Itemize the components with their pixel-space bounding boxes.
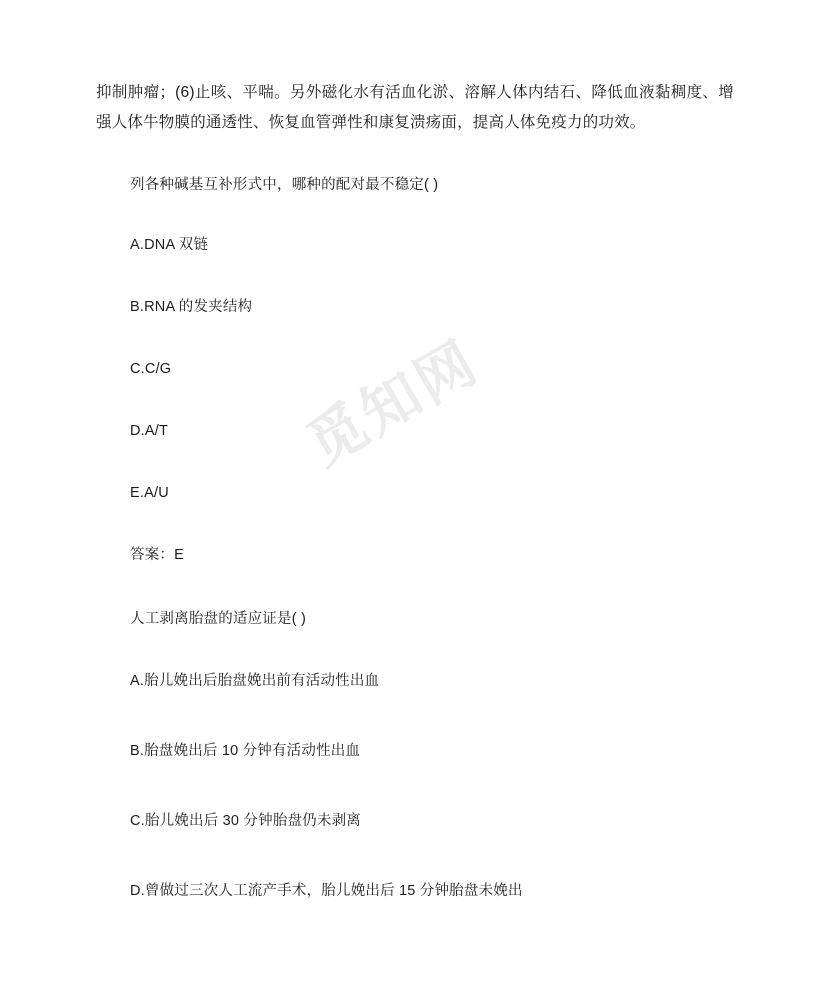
question-1-option-b: B.RNA 的发夹结构 bbox=[130, 299, 253, 315]
question-1-answer: 答案：E bbox=[130, 547, 184, 563]
watermark-text: 觅知网 bbox=[296, 328, 491, 478]
question-2-option-b: B.胎盘娩出后 10 分钟有活动性出血 bbox=[130, 743, 361, 759]
question-2-option-c: C.胎儿娩出后 30 分钟胎盘仍未剥离 bbox=[130, 813, 361, 829]
question-1-option-a: A.DNA 双链 bbox=[130, 237, 209, 253]
question-1-option-d: D.A/T bbox=[130, 423, 169, 439]
question-1-stem: 列各种碱基互补形式中，哪种的配对最不稳定( ) bbox=[130, 177, 439, 193]
question-1-option-e: E.A/U bbox=[130, 485, 169, 501]
question-2-option-d: D.曾做过三次人工流产手术，胎儿娩出后 15 分钟胎盘未娩出 bbox=[130, 883, 523, 899]
question-2-stem: 人工剥离胎盘的适应证是( ) bbox=[130, 611, 306, 627]
lead-paragraph: 抑制肿瘤；(6)止咳、平喘。另外磁化水有活血化淤、溶解人体内结石、降低血液黏稠度、增强人体牛物膜的通透性、恢复血管弹性和康复溃疡面，提高人体免疫力的功效。 bbox=[96, 84, 734, 131]
document-content bbox=[96, 78, 734, 904]
question-1-option-c: C.C/G bbox=[130, 361, 172, 377]
question-2-option-a: A.胎儿娩出后胎盘娩出前有活动性出血 bbox=[130, 673, 380, 689]
